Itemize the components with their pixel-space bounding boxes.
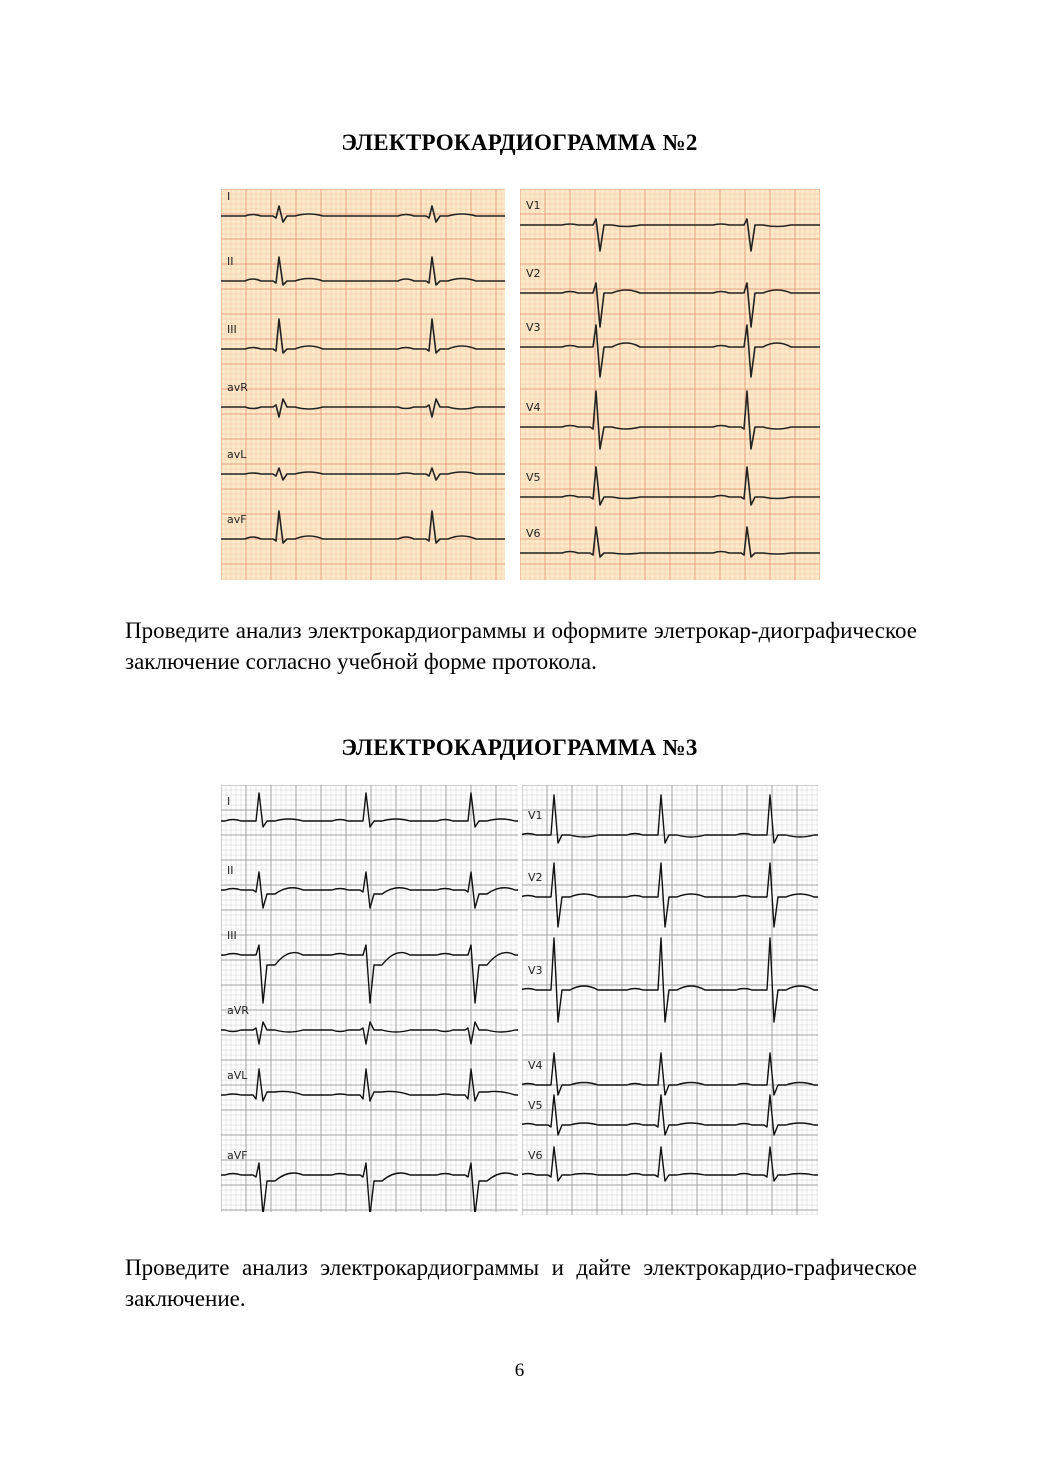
ecg3-lead-v1-label: V1 xyxy=(528,809,543,822)
ecg-paper xyxy=(221,189,505,580)
ecg3-instruction: Проведите анализ электрокардиограммы и дайте электрокардио-графическое заключение. xyxy=(125,1255,917,1311)
ecg2-title: ЭЛЕКТРОКАРДИОГРАММА №2 xyxy=(341,130,698,155)
ecg3-lead-avf-label: aVF xyxy=(227,1149,248,1162)
ecg2-chest-leads-panel xyxy=(520,189,820,580)
ecg3-lead-avl-label: aVL xyxy=(227,1069,248,1082)
ecg2-lead-v2-label: V2 xyxy=(526,267,541,280)
ecg3-chest-leads-panel xyxy=(522,785,818,1215)
ecg2-lead-avr-label: avR xyxy=(227,381,248,394)
ecg2-limb-leads-panel xyxy=(221,189,505,580)
ecg2-lead-v1-label: V1 xyxy=(526,199,541,212)
ecg3-lead-avr-label: aVR xyxy=(227,1004,249,1017)
ecg3-lead-v4-label: V4 xyxy=(528,1059,543,1072)
ecg3-lead-v3-label: V3 xyxy=(528,964,543,977)
ecg2-lead-v5-label: V5 xyxy=(526,471,541,484)
ecg2-lead-v4-label: V4 xyxy=(526,401,541,414)
ecg3-lead-v2-label: V2 xyxy=(528,871,543,884)
ecg2-lead-ii-label: II xyxy=(227,255,234,268)
ecg3-title: ЭЛЕКТРОКАРДИОГРАММА №3 xyxy=(341,735,698,760)
ecg3-lead-i-label: I xyxy=(227,795,231,808)
ecg-grid xyxy=(520,189,820,580)
ecg2-lead-v3-label: V3 xyxy=(526,321,541,334)
ecg3-limb-leads-panel xyxy=(221,785,518,1212)
ecg2-lead-v6-label: V6 xyxy=(526,527,541,540)
ecg2-lead-i-label: I xyxy=(227,190,231,203)
ecg2-lead-iii-label: III xyxy=(227,323,237,336)
page-number: 6 xyxy=(514,1360,525,1381)
ecg2-lead-avl-label: avL xyxy=(227,448,247,461)
ecg2-lead-avf-label: avF xyxy=(227,513,247,526)
ecg3-lead-iii-label: III xyxy=(227,929,237,942)
ecg3-lead-v5-label: V5 xyxy=(528,1099,543,1112)
ecg2-instruction: Проведите анализ электрокардиограммы и оформите элетрокар-диографическое заключение согласно учебной форме протокола. xyxy=(125,618,917,674)
ecg3-lead-v6-label: V6 xyxy=(528,1149,543,1162)
ecg3-lead-ii-label: II xyxy=(227,864,234,877)
